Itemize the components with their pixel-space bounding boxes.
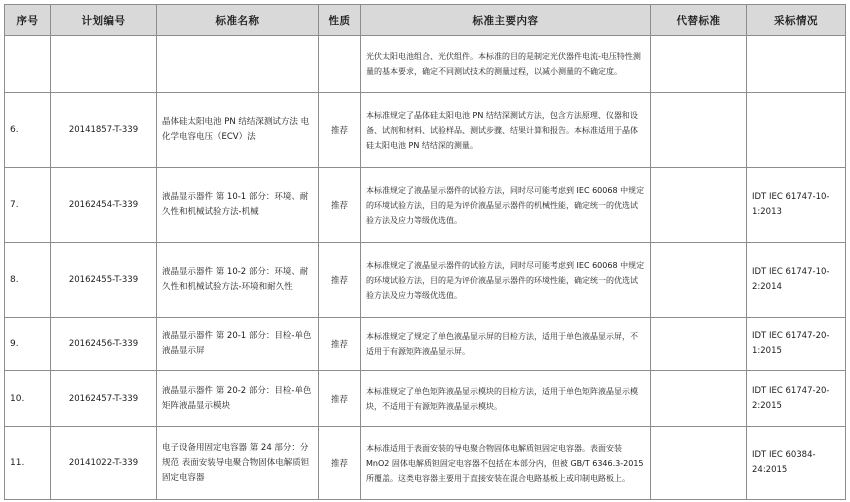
row-standard-name: 液晶显示器件 第 20-2 部分：目检-单色矩阵液晶显示模块 (157, 371, 319, 427)
row-main-content: 本标准适用于表面安装的导电聚合物固体电解质钽固定电容器。表面安装 MnO2 固体电解质钽固定电容器不包括在本部分内，但被 GB/T 6346.3-2015 所覆盖。这类电容器主要用于直接安装在混合电路基板上或印制电路板上。 (361, 427, 651, 500)
row-plan-no: 20162455-T-339 (51, 243, 157, 318)
row-nature: 推荐 (319, 371, 361, 427)
row-main-content: 本标准规定了规定了单色液晶显示屏的目检方法，适用于单色液晶显示屏，不适用于有源矩阵液晶显示屏。 (361, 318, 651, 371)
row-replaced-standard (651, 318, 747, 371)
row-plan-no: 20162457-T-339 (51, 371, 157, 427)
row-nature (319, 36, 361, 93)
row-nature: 推荐 (319, 93, 361, 168)
table-row (5, 427, 846, 500)
row-replaced-standard (651, 93, 747, 168)
row-standard-name (157, 36, 319, 93)
row-standard-name: 液晶显示器件 第 10-2 部分：环境、耐久性和机械试验方法-环境和耐久性 (157, 243, 319, 318)
row-adoption: IDT IEC 61747-20-1:2015 (747, 318, 846, 371)
row-main-content: 本标准规定了单色矩阵液晶显示模块的目检方法，适用于单色矩阵液晶显示模块，不适用于有源矩阵液晶显示模块。 (361, 371, 651, 427)
row-main-content: 光伏太阳电池组合、光伏组件。本标准的目的是制定光伏器件电流-电压特性测量的基本要求，确定不同测试技术的测量过程，以减小测量的不确定度。 (361, 36, 651, 93)
table-row (5, 168, 846, 243)
row-standard-name: 液晶显示器件 第 10-1 部分：环境、耐久性和机械试验方法-机械 (157, 168, 319, 243)
table-row (5, 318, 846, 371)
row-seq (5, 36, 51, 93)
header-standard-name: 标准名称 (157, 5, 319, 36)
header-replaced-standard: 代替标准 (651, 5, 747, 36)
table-row (5, 93, 846, 168)
row-main-content: 本标准规定了液晶显示器件的试验方法，同时尽可能考虑到 IEC 60068 中规定的环境试验方法，目的是为评价液晶显示器件的机械性能，确定统一的优选试验方法及应力等级优选值。 (361, 168, 651, 243)
row-seq: 8. (5, 243, 51, 318)
row-plan-no (51, 36, 157, 93)
row-replaced-standard (651, 243, 747, 318)
row-adoption: IDT IEC 60384-24:2015 (747, 427, 846, 500)
row-adoption: IDT IEC 61747-20-2:2015 (747, 371, 846, 427)
row-seq: 10. (5, 371, 51, 427)
row-replaced-standard (651, 371, 747, 427)
header-main-content: 标准主要内容 (361, 5, 651, 36)
row-main-content: 本标准规定了液晶显示器件的试验方法，同时尽可能考虑到 IEC 60068 中规定的环境试验方法，目的是为评价液晶显示器件的环境性能，确定统一的优选试验方法及应力等级优选值。 (361, 243, 651, 318)
table-row (5, 36, 846, 93)
table-row (5, 371, 846, 427)
row-replaced-standard (651, 168, 747, 243)
row-replaced-standard (651, 427, 747, 500)
row-standard-name: 液晶显示器件 第 20-1 部分：目检-单色液晶显示屏 (157, 318, 319, 371)
row-plan-no: 20141022-T-339 (51, 427, 157, 500)
row-nature: 推荐 (319, 318, 361, 371)
row-plan-no: 20162456-T-339 (51, 318, 157, 371)
row-adoption (747, 93, 846, 168)
row-plan-no: 20141857-T-339 (51, 93, 157, 168)
row-seq: 6. (5, 93, 51, 168)
row-standard-name: 电子设备用固定电容器 第 24 部分：分规范 表面安装导电聚合物固体电解质钽固定电容器 (157, 427, 319, 500)
header-nature: 性质 (319, 5, 361, 36)
row-main-content: 本标准规定了晶体硅太阳电池 PN 结结深测试方法，包含方法原理、仪器和设备、试剂和材料、试验样品、测试步骤、结果计算和报告。本标准适用于晶体硅太阳电池 PN 结结深的测量。 (361, 93, 651, 168)
table-row (5, 243, 846, 318)
row-adoption: IDT IEC 61747-10-2:2014 (747, 243, 846, 318)
header-plan-no: 计划编号 (51, 5, 157, 36)
row-nature: 推荐 (319, 168, 361, 243)
row-adoption: IDT IEC 61747-10-1:2013 (747, 168, 846, 243)
row-nature: 推荐 (319, 427, 361, 500)
row-replaced-standard (651, 36, 747, 93)
row-standard-name: 晶体硅太阳电池 PN 结结深测试方法 电化学电容电压（ECV）法 (157, 93, 319, 168)
row-plan-no: 20162454-T-339 (51, 168, 157, 243)
row-nature: 推荐 (319, 243, 361, 318)
standards-table (4, 4, 846, 500)
header-seq: 序号 (5, 5, 51, 36)
row-seq: 11. (5, 427, 51, 500)
header-adoption: 采标情况 (747, 5, 846, 36)
row-seq: 9. (5, 318, 51, 371)
row-seq: 7. (5, 168, 51, 243)
header-row (5, 5, 846, 36)
row-adoption (747, 36, 846, 93)
